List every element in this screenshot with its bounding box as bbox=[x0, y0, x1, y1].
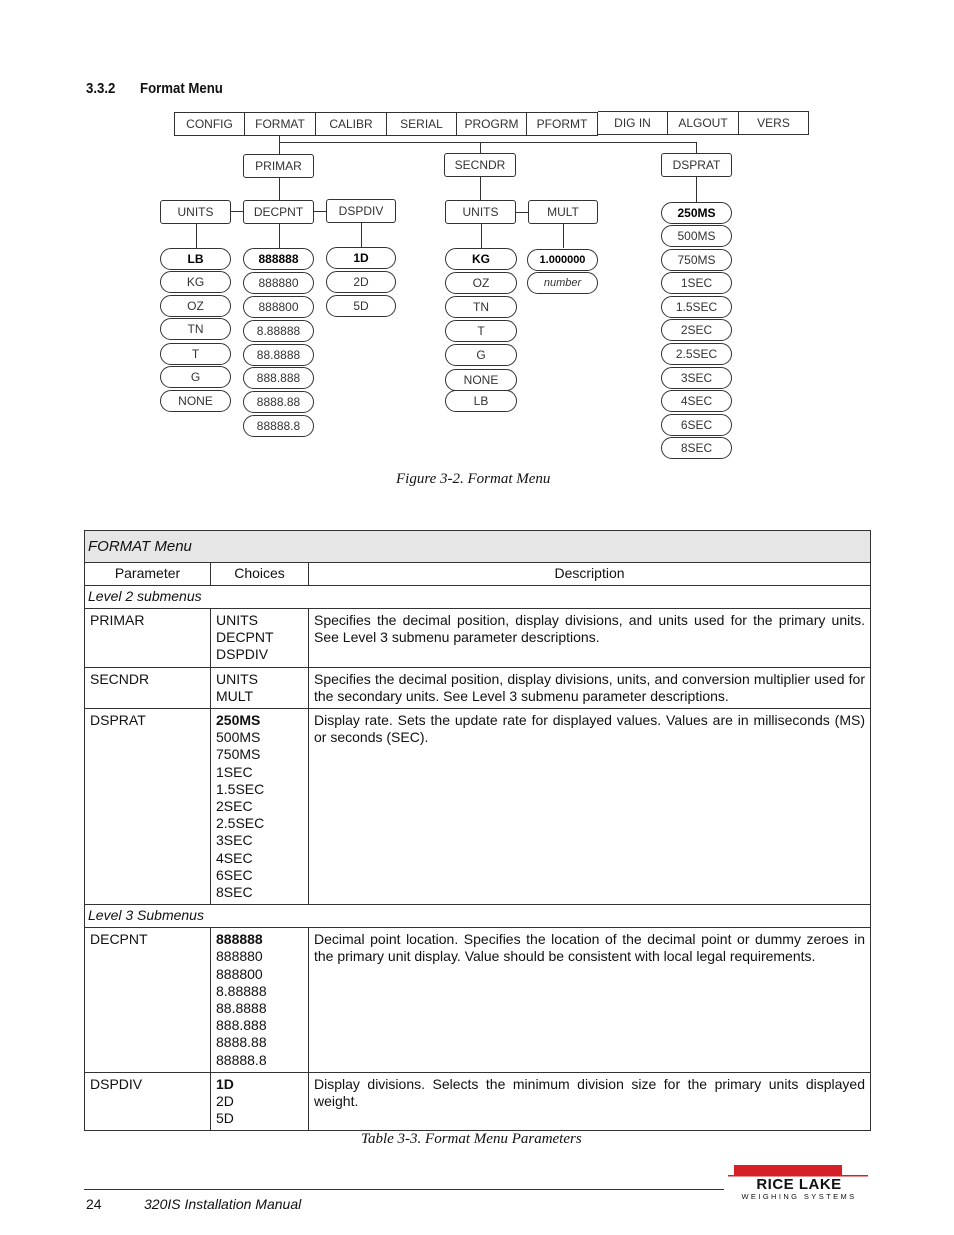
option-pill: 750MS bbox=[661, 249, 732, 271]
header-parameter: Parameter bbox=[85, 563, 211, 586]
option-pill: 4SEC bbox=[661, 390, 732, 412]
choice: 2.5SEC bbox=[216, 815, 265, 832]
default-choice: 250MS bbox=[216, 712, 261, 729]
option-pill: 5D bbox=[326, 295, 396, 317]
choice: 888800 bbox=[216, 965, 263, 982]
connector bbox=[480, 177, 481, 200]
connector bbox=[279, 178, 280, 200]
option-pill: LB bbox=[160, 248, 231, 270]
svg-text:RICE LAKE: RICE LAKE bbox=[756, 1176, 842, 1193]
option-pill: 888888 bbox=[243, 248, 314, 270]
choices-cell bbox=[211, 667, 309, 708]
param-cell: DECPNT bbox=[85, 928, 211, 1073]
connector bbox=[231, 211, 243, 212]
manual-title: 320IS Installation Manual bbox=[144, 1196, 302, 1212]
choice: UNITS bbox=[216, 612, 258, 628]
option-pill: OZ bbox=[445, 272, 517, 294]
param-cell: PRIMAR bbox=[85, 609, 211, 668]
option-pill: 500MS bbox=[661, 225, 732, 247]
option-pill: OZ bbox=[160, 295, 231, 317]
choices-cell bbox=[211, 609, 309, 668]
connector bbox=[563, 224, 564, 248]
param-cell: SECNDR bbox=[85, 667, 211, 708]
table-row bbox=[85, 709, 871, 905]
option-pill: 8SEC bbox=[661, 437, 732, 459]
connector bbox=[516, 212, 528, 213]
choice: 3SEC bbox=[216, 832, 253, 849]
connector bbox=[279, 142, 697, 143]
table-row bbox=[85, 609, 871, 668]
option-pill: 88.8888 bbox=[243, 344, 314, 366]
menu-vers: VERS bbox=[739, 111, 809, 135]
menu-pformt: PFORMT bbox=[527, 112, 598, 136]
option-pill: TN bbox=[445, 296, 517, 318]
choices-cell bbox=[211, 1072, 309, 1131]
menu-format: FORMAT bbox=[245, 112, 316, 136]
option-pill: 1.5SEC bbox=[661, 296, 732, 318]
connector bbox=[696, 177, 697, 202]
option-pill: NONE bbox=[160, 390, 231, 412]
option-pill: 250MS bbox=[661, 202, 732, 224]
secndr-units: UNITS bbox=[445, 200, 516, 224]
option-pill: 1.000000 bbox=[527, 249, 598, 271]
option-pill: 6SEC bbox=[661, 414, 732, 436]
option-pill: LB bbox=[445, 390, 517, 412]
option-pill: T bbox=[160, 343, 231, 365]
option-pill: 2D bbox=[326, 271, 396, 293]
choice: DSPDIV bbox=[216, 646, 269, 663]
option-pill: 888800 bbox=[243, 296, 314, 318]
connector bbox=[279, 136, 280, 154]
choice: 4SEC bbox=[216, 849, 253, 866]
choice: 88.8888 bbox=[216, 1000, 267, 1017]
menu-config: CONFIG bbox=[174, 112, 245, 136]
choice: 8888.88 bbox=[216, 1034, 267, 1051]
menu-calibr: CALIBR bbox=[316, 112, 387, 136]
format-menu-table bbox=[84, 530, 871, 1131]
table-row bbox=[85, 1072, 871, 1131]
description-cell: Specifies the decimal position, display divisions, units, and conversion multiplier used for the secondary units. See Level 3 submenu parameter descriptions. bbox=[309, 667, 871, 708]
option-pill: 2.5SEC bbox=[661, 343, 732, 365]
option-pill: 88888.8 bbox=[243, 415, 314, 437]
choice: 6SEC bbox=[216, 866, 253, 883]
choice: 1SEC bbox=[216, 763, 253, 780]
option-pill: G bbox=[445, 344, 517, 366]
choice: 1.5SEC bbox=[216, 780, 265, 797]
option-pill: KG bbox=[445, 248, 517, 270]
figure-caption: Figure 3-2. Format Menu bbox=[396, 471, 551, 487]
level2-secndr: SECNDR bbox=[444, 153, 516, 177]
connector bbox=[196, 224, 197, 248]
level2-dsprat: DSPRAT bbox=[661, 153, 732, 177]
connector bbox=[361, 223, 362, 247]
option-pill: G bbox=[160, 366, 231, 388]
primar-dspdiv: DSPDIV bbox=[326, 199, 396, 223]
primar-decpnt: DECPNT bbox=[243, 200, 314, 224]
format-menu-diagram bbox=[0, 0, 954, 470]
choices-cell bbox=[211, 709, 309, 905]
param-cell: DSPDIV bbox=[85, 1072, 211, 1131]
param-cell: DSPRAT bbox=[85, 709, 211, 905]
svg-text:WEIGHING SYSTEMS: WEIGHING SYSTEMS bbox=[741, 1192, 857, 1201]
choice: 2D bbox=[216, 1093, 234, 1110]
footer-rule bbox=[84, 1189, 724, 1190]
table-title: FORMAT Menu bbox=[85, 531, 871, 563]
page-number: 24 bbox=[86, 1196, 102, 1212]
table-row bbox=[85, 667, 871, 708]
choice: UNITS bbox=[216, 670, 258, 687]
option-pill: 1SEC bbox=[661, 272, 732, 294]
connector bbox=[481, 224, 482, 248]
description-cell: Specifies the decimal position, display divisions, and units used for the primary units. See Level 3 submenu parameter descriptions. bbox=[309, 609, 871, 668]
choice: 500MS bbox=[216, 729, 261, 746]
option-pill: 3SEC bbox=[661, 367, 732, 389]
secndr-mult: MULT bbox=[528, 200, 598, 224]
header-choices: Choices bbox=[211, 563, 309, 586]
description-cell: Decimal point location. Specifies the location of the decimal point or dummy zeroes in the primary unit display. Value should be consistent with local legal requirements. bbox=[309, 928, 871, 1073]
option-pill: 1D bbox=[326, 247, 396, 269]
option-pill: 888880 bbox=[243, 272, 314, 294]
choice: 88888.8 bbox=[216, 1051, 267, 1068]
choice: DECPNT bbox=[216, 629, 274, 646]
level2-label: Level 2 submenus bbox=[85, 586, 871, 609]
default-choice: 1D bbox=[216, 1075, 234, 1092]
rice-lake-logo bbox=[728, 1165, 870, 1201]
section-number: 3.3.2 bbox=[86, 80, 116, 97]
description-cell: Display rate. Sets the update rate for displayed values. Values are in milliseconds (MS) or seconds (SEC). bbox=[309, 709, 871, 905]
option-pill: T bbox=[445, 320, 517, 342]
connector bbox=[314, 211, 326, 212]
menu-progrm: PROGRM bbox=[457, 112, 527, 136]
default-choice: 888888 bbox=[216, 931, 263, 948]
choices-cell bbox=[211, 928, 309, 1073]
connector bbox=[279, 224, 280, 248]
option-pill: 888.888 bbox=[243, 367, 314, 389]
description-cell: Display divisions. Selects the minimum division size for the primary units displayed weight. bbox=[309, 1072, 871, 1131]
menu-dig-in: DIG IN bbox=[598, 111, 668, 135]
menu-algout: ALGOUT bbox=[668, 111, 739, 135]
option-pill: number bbox=[527, 272, 598, 294]
choice: 8SEC bbox=[216, 884, 253, 901]
choice: MULT bbox=[216, 687, 254, 704]
header-description: Description bbox=[309, 563, 871, 586]
option-pill: NONE bbox=[445, 369, 517, 391]
option-pill: 2SEC bbox=[661, 319, 732, 341]
option-pill: 8.88888 bbox=[243, 320, 314, 342]
menu-serial: SERIAL bbox=[387, 112, 457, 136]
primar-units: UNITS bbox=[160, 200, 231, 224]
table-row bbox=[85, 928, 871, 1073]
choice: 8.88888 bbox=[216, 982, 267, 999]
choice: 888.888 bbox=[216, 1017, 267, 1034]
option-pill: 8888.88 bbox=[243, 391, 314, 413]
option-pill: TN bbox=[160, 318, 231, 340]
level3-label: Level 3 Submenus bbox=[85, 905, 871, 928]
choice: 888880 bbox=[216, 948, 263, 965]
option-pill: KG bbox=[160, 271, 231, 293]
choice: 750MS bbox=[216, 746, 261, 763]
level2-primar: PRIMAR bbox=[243, 154, 314, 178]
choice: 5D bbox=[216, 1110, 234, 1127]
table-caption: Table 3-3. Format Menu Parameters bbox=[361, 1131, 582, 1147]
choice: 2SEC bbox=[216, 798, 253, 815]
section-title: Format Menu bbox=[140, 80, 223, 97]
